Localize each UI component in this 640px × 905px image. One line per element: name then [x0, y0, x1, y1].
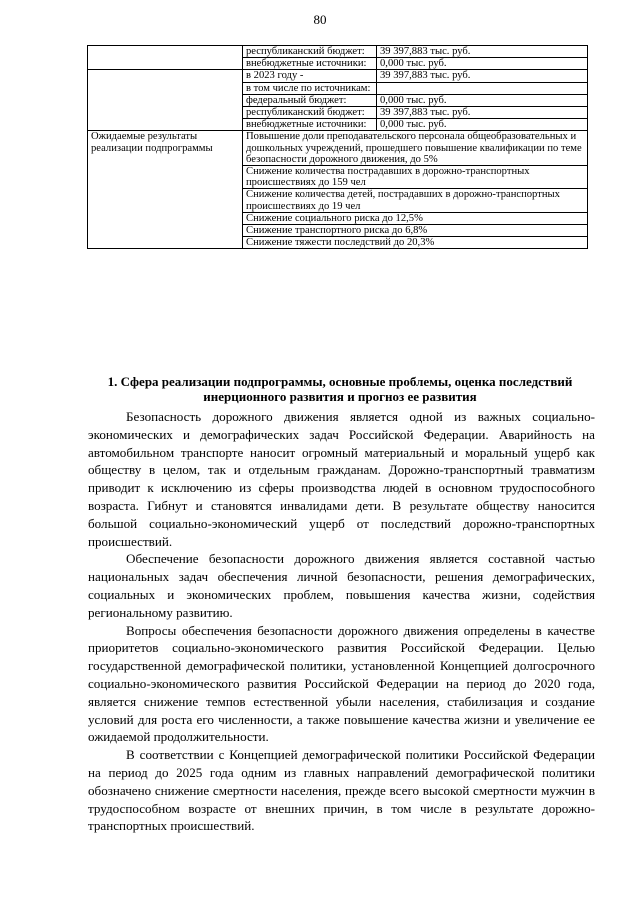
section-title: 1. Сфера реализации подпрограммы, основные проблемы, оценка последствий инерционного развития и прогноз ее развития: [107, 374, 573, 404]
funding-source-label: федеральный бюджет:: [243, 94, 377, 106]
table-row: [88, 70, 588, 82]
table-row: [88, 131, 588, 166]
expected-result-item: Снижение количества пострадавших в дорожно-транспортных происшествиях до 159 чел: [243, 166, 588, 189]
funding-amount: 0,000 тыс. руб.: [377, 58, 588, 70]
funding-source-label: в том числе по источникам:: [243, 82, 377, 94]
table-cell-empty: [88, 70, 243, 131]
funding-source-label: республиканский бюджет:: [243, 46, 377, 58]
expected-result-item: Повышение доли преподавательского персонала общеобразовательных и дошкольных учреждений, прошедшего повышение квалификации по теме безопасности дорожного движения, до 5%: [243, 131, 588, 166]
subprogram-passport-table: [87, 45, 588, 249]
funding-amount: 0,000 тыс. руб.: [377, 119, 588, 131]
expected-result-item: Снижение транспортного риска до 6,8%: [243, 225, 588, 237]
paragraph: Безопасность дорожного движения является одной из важных социально-экономических и демографических задач Российской Федерации. Аварийность на автомобильном транспорте наносит огромный материальный и моральный ущерб как обществу в целом, так и отдельным гражданам. Дорожно-транспортный травматизм приводит к исключению из сферы производства людей в основном трудоспособного возраста. Гибнут и становятся инвалидами дети. В результате обществу наносится большой социально-экономический ущерб от последствий дорожно-транспортных происшествий.: [88, 409, 595, 549]
funding-amount: 0,000 тыс. руб.: [377, 94, 588, 106]
funding-amount: 39 397,883 тыс. руб.: [377, 46, 588, 58]
funding-source-label: внебюджетные источники:: [243, 58, 377, 70]
funding-amount: [377, 82, 588, 94]
expected-result-item: Снижение тяжести последствий до 20,3%: [243, 237, 588, 249]
paragraph: Вопросы обеспечения безопасности дорожного движения определены в качестве приоритетов социально-экономического развития Российской Федерации. Целью государственной демографической политики, установленной Концепцией долгосрочного социально-экономического развития Российской Федерации на период до 2020 года, является снижение темпов естественной убыли населения, стабилизация и создание условий для роста его численности, а также повышение качества жизни и увеличение ее ожидаемой продолжительности.: [88, 622, 595, 745]
expected-results-label: Ожидаемые результаты реализации подпрограммы: [88, 131, 243, 249]
paragraph: Обеспечение безопасности дорожного движения является составной частью национальных задач обеспечения личной безопасности, решения демографических, социальных и экономических проблем, повышения качества жизни, содействия региональному развитию.: [88, 551, 595, 620]
funding-source-label: республиканский бюджет:: [243, 107, 377, 119]
paragraph: В соответствии с Концепцией демографической политики Российской Федерации на период до 2025 года одним из главных направлений демографической политики обозначено снижение смертности населения, прежде всего высокой смертности мужчин в трудоспособном возрасте от внешних причин, в том числе в результате дорожно-транспортных происшествий.: [88, 747, 595, 834]
funding-year-label: в 2023 году -: [243, 70, 377, 82]
funding-amount: 39 397,883 тыс. руб.: [377, 107, 588, 119]
table-cell-empty: [88, 46, 243, 70]
table-row: [88, 46, 588, 58]
funding-source-label: внебюджетные источники:: [243, 119, 377, 131]
expected-result-item: Снижение социального риска до 12,5%: [243, 212, 588, 224]
funding-amount: 39 397,883 тыс. руб.: [377, 70, 588, 82]
expected-result-item: Снижение количества детей, пострадавших в дорожно-транспортных происшествиях до 19 чел: [243, 189, 588, 212]
body-text: [88, 408, 595, 835]
page-number: 80: [313, 12, 327, 27]
